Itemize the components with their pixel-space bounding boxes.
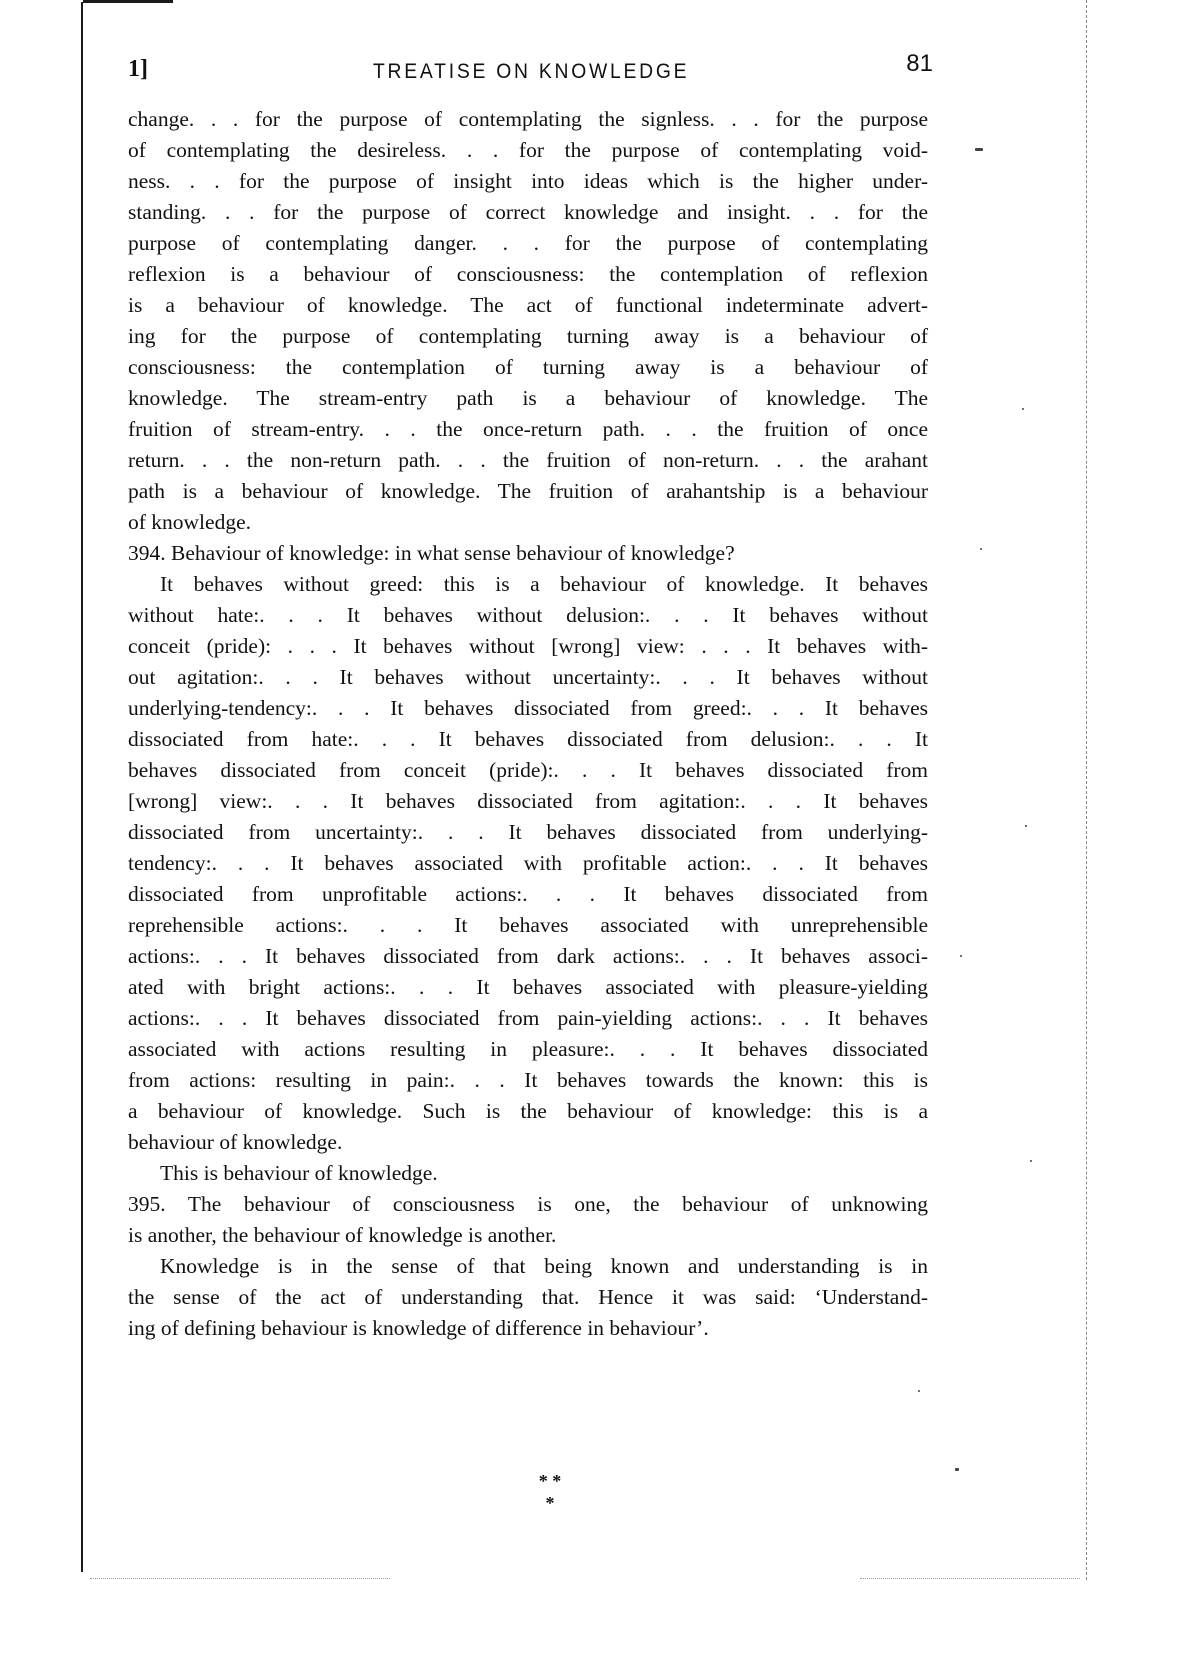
text-line: Knowledge is in the sense of that being known and understanding is in xyxy=(160,1254,928,1278)
text-line: 395. The behaviour of consciousness is one, the behaviour of unknowing xyxy=(128,1192,928,1216)
body-text xyxy=(128,104,928,1344)
text-line: path is a behaviour of knowledge. The fruition of arahantship is a behaviour xyxy=(128,479,928,503)
text-line: It behaves without greed: this is a behaviour of knowledge. It behaves xyxy=(160,572,928,596)
asterisk-pair: * * xyxy=(538,1471,562,1491)
text-line: change. . . for the purpose of contemplating the signless. . . for the purpose xyxy=(128,107,928,131)
text-line: ated with bright actions:. . . It behaves associated with pleasure-yielding xyxy=(128,975,928,999)
text-line: ing for the purpose of contemplating turning away is a behaviour of xyxy=(128,324,928,348)
text-line: This is behaviour of knowledge. xyxy=(160,1161,438,1185)
text-line: knowledge. The stream-entry path is a behaviour of knowledge. The xyxy=(128,386,928,410)
scan-speck xyxy=(960,955,962,957)
text-line: return. . . the non-return path. . . the fruition of non-return. . . the arahant xyxy=(128,448,928,472)
scan-border-top xyxy=(83,0,173,3)
text-line: dissociated from unprofitable actions:. . . It behaves dissociated from xyxy=(128,882,928,906)
text-line: is another, the behaviour of knowledge is another. xyxy=(128,1223,557,1247)
text-line: ness. . . for the purpose of insight into ideas which is the higher under- xyxy=(128,169,928,193)
chapter-mark: 1] xyxy=(128,56,148,82)
text-line: dissociated from hate:. . . It behaves dissociated from delusion:. . . It xyxy=(128,727,928,751)
text-line: fruition of stream-entry. . . the once-return path. . . the fruition of once xyxy=(128,417,928,441)
scan-speck xyxy=(980,548,982,550)
scan-speck xyxy=(1030,1160,1032,1162)
scan-speck xyxy=(955,1468,959,1471)
scan-border-bottom-left xyxy=(90,1578,390,1580)
running-head xyxy=(128,50,968,90)
text-line: actions:. . . It behaves dissociated from pain-yielding actions:. . . It behaves xyxy=(128,1006,928,1030)
text-line: out agitation:. . . It behaves without uncertainty:. . . It behaves without xyxy=(128,665,928,689)
text-line: is a behaviour of knowledge. The act of functional indeterminate advert- xyxy=(128,293,928,317)
text-line: reprehensible actions:. . . It behaves associated with unreprehensible xyxy=(128,913,928,937)
text-line: conceit (pride): . . . It behaves without [wrong] view: . . . It behaves with- xyxy=(128,634,928,658)
text-line: of contemplating the desireless. . . for the purpose of contemplating void- xyxy=(128,138,928,162)
scan-border-bottom-right xyxy=(860,1578,1080,1580)
text-line: tendency:. . . It behaves associated with profitable action:. . . It behaves xyxy=(128,851,928,875)
scan-speck xyxy=(1022,408,1024,410)
text-line: reflexion is a behaviour of consciousness: the contemplation of reflexion xyxy=(128,262,928,286)
page-number: 81 xyxy=(906,50,933,77)
text-line: associated with actions resulting in pleasure:. . . It behaves dissociated xyxy=(128,1037,928,1061)
text-line: from actions: resulting in pain:. . . It behaves towards the known: this is xyxy=(128,1068,928,1092)
text-line: ing of defining behaviour is knowledge of difference in behaviour’. xyxy=(128,1316,709,1340)
section-end-ornament xyxy=(520,1470,580,1520)
text-line: standing. . . for the purpose of correct knowledge and insight. . . for the xyxy=(128,200,928,224)
text-line: the sense of the act of understanding that. Hence it was said: ‘Understand- xyxy=(128,1285,928,1309)
asterisk-single: * xyxy=(545,1493,555,1513)
running-head-title: TREATISE ON KNOWLEDGE xyxy=(373,60,690,83)
scan-border-right xyxy=(1086,0,1088,1580)
text-line: dissociated from uncertainty:. . . It behaves dissociated from underlying- xyxy=(128,820,928,844)
text-line: [wrong] view:. . . It behaves dissociated from agitation:. . . It behaves xyxy=(128,789,928,813)
text-line: behaves dissociated from conceit (pride):. . . It behaves dissociated from xyxy=(128,758,928,782)
scan-speck xyxy=(1025,825,1027,827)
scan-border-left xyxy=(81,2,83,1572)
text-line: consciousness: the contemplation of turning away is a behaviour of xyxy=(128,355,928,379)
text-line: without hate:. . . It behaves without delusion:. . . It behaves without xyxy=(128,603,928,627)
text-line: purpose of contemplating danger. . . for the purpose of contemplating xyxy=(128,231,928,255)
text-line: a behaviour of knowledge. Such is the behaviour of knowledge: this is a xyxy=(128,1099,928,1123)
text-line: of knowledge. xyxy=(128,510,251,534)
scan-speck xyxy=(975,148,983,151)
text-line: underlying-tendency:. . . It behaves dissociated from greed:. . . It behaves xyxy=(128,696,928,720)
text-line: actions:. . . It behaves dissociated from dark actions:. . . It behaves associ- xyxy=(128,944,928,968)
text-line: behaviour of knowledge. xyxy=(128,1130,343,1154)
scan-speck xyxy=(918,1390,920,1392)
text-line: 394. Behaviour of knowledge: in what sense behaviour of knowledge? xyxy=(128,541,735,565)
